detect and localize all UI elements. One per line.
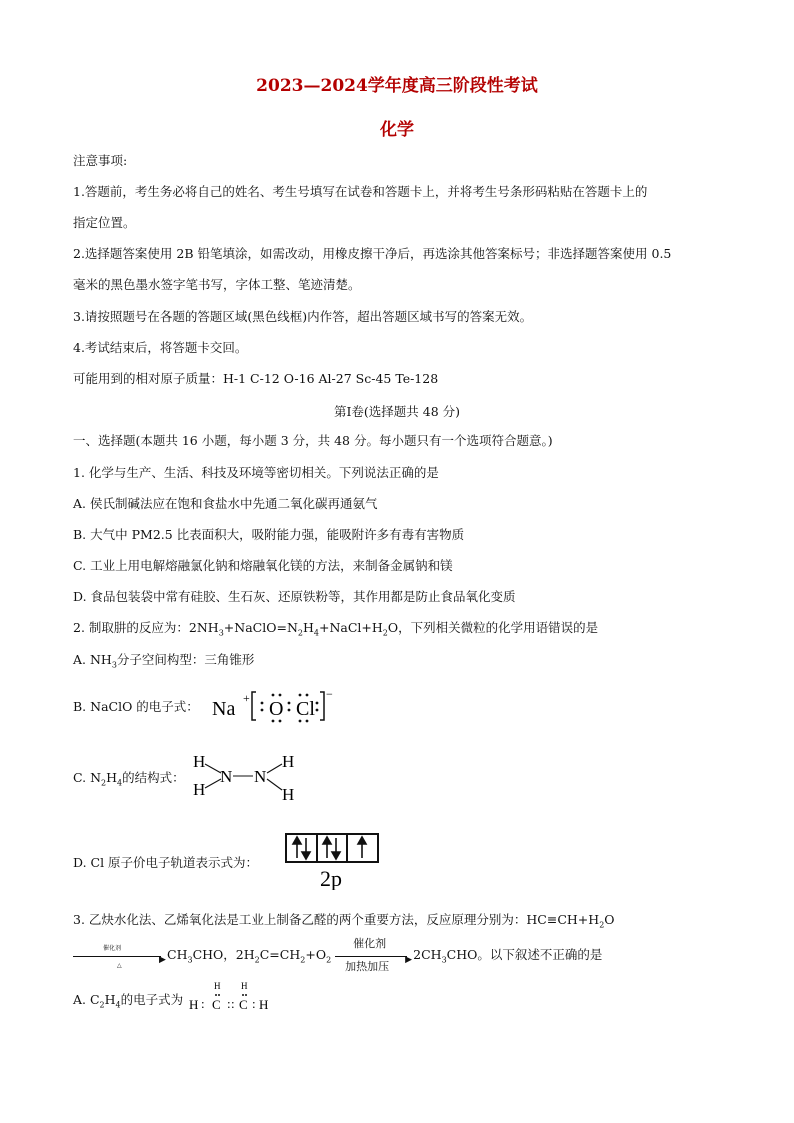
orbital-box bbox=[286, 834, 378, 862]
o-symbol: O bbox=[269, 698, 284, 720]
svg-text:C: C bbox=[212, 997, 221, 1012]
q3-reactions: 催化剂 ▶ △ $CH_3CHO$，$2H_2C=CH_2+O_2$ 催化剂 ▶ 加热加压 $2CH_3CHO$。以下叙述不正确的是 bbox=[73, 947, 602, 969]
note-3: 3.请按照题号在各题的答题区域(黑色线框)内作答，超出答题区域书写的答案无效。 bbox=[73, 309, 533, 324]
q1-option-c: C. 工业上用电解熔融氯化钠和熔融氧化镁的方法，来制备金属钠和镁 bbox=[73, 558, 453, 573]
q2-option-d-label: D. Cl 原子价电子轨道表示式为： bbox=[73, 855, 259, 870]
plus-charge: + bbox=[243, 691, 250, 705]
h-atom: H bbox=[282, 785, 295, 804]
n2h4-structural-formula bbox=[190, 750, 305, 805]
notes-heading: 注意事项: bbox=[73, 153, 128, 168]
svg-text:H: H bbox=[214, 981, 221, 991]
note-1a: 1.答题前，考生务必将自己的姓名、考生号填写在试卷和答题卡上，并将考生号条形码粘贴在答题卡上的 bbox=[73, 184, 648, 199]
electron-arrows bbox=[293, 837, 366, 859]
reaction-arrow-2: 催化剂 ▶ 加热加压 bbox=[335, 949, 413, 963]
note-2b: 毫米的黑色墨水签字笔书写，字体工整、笔迹清楚。 bbox=[73, 277, 361, 292]
note-2a: 2.选择题答案使用 2B 铅笔填涂，如需改动，用橡皮擦干净后，再选涂其他答案标号；非选择题答案使用 0.5 bbox=[73, 246, 672, 261]
n-atom: N bbox=[220, 767, 233, 786]
svg-text:H: H bbox=[241, 981, 248, 991]
section-title: 第Ⅰ卷(选择题共 48 分) bbox=[333, 404, 461, 419]
section-instruction: 一、选择题(本题共 16 小题，每小题 3 分，共 48 分。每小题只有一个选项符合题意。) bbox=[73, 433, 553, 448]
svg-text:H: H bbox=[259, 997, 269, 1012]
q2-option-a: A. $NH_3$分子空间构型：三角锥形 bbox=[73, 652, 255, 670]
h-atom: H bbox=[193, 752, 206, 771]
q2-option-b-label: B. NaClO 的电子式： bbox=[73, 699, 199, 714]
h-atom: H bbox=[193, 780, 206, 799]
cl-symbol: Cl bbox=[296, 698, 315, 720]
atomic-masses: 可能用到的相对原子质量：H-1 C-12 O-16 Al-27 Sc-45 Te-128 bbox=[73, 371, 439, 386]
h-atom: H bbox=[282, 752, 295, 771]
bonds bbox=[205, 764, 282, 790]
n-atom: N bbox=[254, 767, 267, 786]
minus-charge: − bbox=[326, 687, 333, 701]
q2-stem: 2. 制取肼的反应为：$2NH_3+NaClO=N_2H_4+NaCl+H_2O$，下列相关微粒的化学用语错误的是 bbox=[73, 620, 599, 638]
q1-option-b: B. 大气中 PM2.5 比表面积大，吸附能力强，能吸附许多有毒有害物质 bbox=[73, 527, 465, 542]
svg-text:H: H bbox=[189, 997, 199, 1012]
naclo-electron-formula bbox=[210, 686, 340, 724]
q3-option-a: A. $C_2H_4$的电子式为 bbox=[73, 992, 184, 1010]
q3-stem: 3. 乙炔水化法、乙烯氧化法是工业上制备乙醛的两个重要方法，反应原理分别为：$HC\equiv CH+H_2O$ bbox=[73, 912, 615, 930]
q1-option-a: A. 侯氏制碱法应在饱和食盐水中先通二氧化碳再通氨气 bbox=[73, 496, 378, 511]
exam-title: 2023—2024学年度高三阶段性考试 bbox=[256, 76, 538, 96]
note-4: 4.考试结束后，将答题卡交回。 bbox=[73, 340, 248, 355]
svg-text:C: C bbox=[239, 997, 248, 1012]
svg-text::: : bbox=[201, 996, 205, 1011]
left-bracket bbox=[252, 692, 256, 720]
q1-option-d: D. 食品包装袋中常有硅胶、生石灰、还原铁粉等，其作用都是防止食品氧化变质 bbox=[73, 589, 516, 604]
note-1b: 指定位置。 bbox=[73, 215, 136, 230]
svg-text::: : bbox=[227, 996, 231, 1011]
orbital-label: 2p bbox=[320, 866, 342, 890]
right-bracket bbox=[320, 692, 324, 720]
q1-stem: 1. 化学与生产、生活、科技及环境等密切相关。下列说法正确的是 bbox=[73, 465, 439, 480]
svg-text::: : bbox=[252, 996, 256, 1011]
q2-option-c-label: C. $N_2H_4$的结构式： bbox=[73, 770, 185, 788]
na-symbol: Na bbox=[212, 698, 236, 720]
cl-orbital-diagram bbox=[284, 832, 382, 890]
svg-text::: : bbox=[231, 996, 235, 1011]
reaction-arrow-1: 催化剂 ▶ △ bbox=[73, 949, 167, 963]
subject-title: 化学 bbox=[380, 120, 414, 140]
c2h4-electron-formula bbox=[187, 980, 272, 1014]
